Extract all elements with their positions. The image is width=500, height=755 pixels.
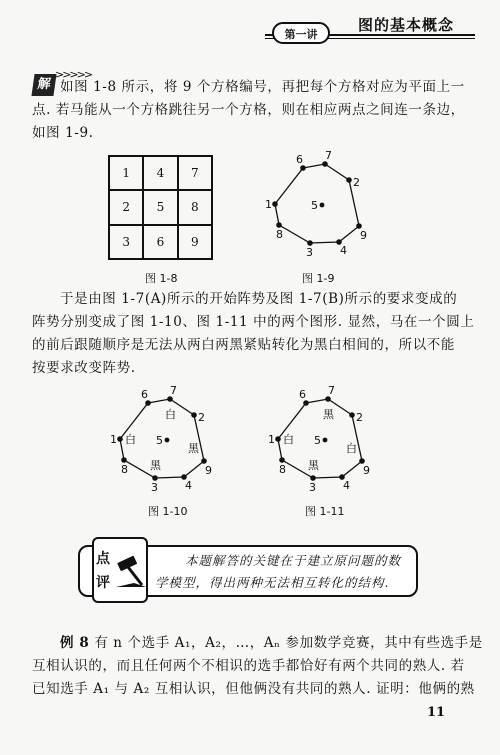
node-label: 4: [343, 479, 350, 492]
grid-cell: 7: [178, 156, 212, 190]
grid-cell: 1: [109, 156, 143, 190]
graph-node: [303, 400, 309, 406]
node-label: 9: [363, 464, 370, 477]
chapter-title: 图的基本概念: [358, 16, 455, 34]
piece-label-black: 黑: [308, 459, 319, 472]
grid-cell: 3: [109, 225, 143, 259]
node-label: 6: [141, 388, 148, 401]
commentary-text: 本题解答的关键在于建立原问题的数: [185, 553, 402, 568]
node-label: 1: [265, 198, 272, 211]
solution-badge: 解: [31, 74, 56, 96]
graph-node: [356, 223, 362, 229]
piece-label-black: 黑: [323, 408, 334, 421]
example-line: 互相认识的，而且任何两个不相识的选手都恰好有两个共同的熟人. 若: [32, 658, 465, 674]
node-label: 6: [299, 388, 306, 401]
node-label: 8: [276, 228, 283, 241]
grid-cell: 8: [178, 190, 212, 224]
node-label: 1: [268, 433, 275, 446]
graph-node: [145, 400, 151, 406]
figure-1-9-graph: [265, 150, 385, 260]
node-label: 4: [340, 244, 347, 257]
node-label: 8: [279, 463, 286, 476]
graph-node: [165, 438, 170, 443]
example-text: 有 n 个选手 A₁，A₂，…，Aₙ 参加数学竞赛，其中有些选手是: [94, 635, 483, 651]
node-label: 3: [306, 246, 313, 259]
graph-node: [307, 240, 313, 246]
graph-node: [201, 458, 207, 464]
graph-node: [167, 396, 173, 402]
paragraph-line: 按要求改变阵势.: [32, 360, 136, 376]
node-label: 7: [328, 384, 335, 397]
graph-node: [191, 412, 197, 418]
graph-node: [272, 201, 278, 207]
graph-node: [322, 161, 328, 167]
graph-node: [275, 436, 281, 442]
node-label: 5: [311, 199, 318, 212]
node-label: 2: [198, 411, 205, 424]
node-label: 4: [185, 479, 192, 492]
piece-label-white: 白: [346, 442, 357, 455]
piece-label-black: 黑: [150, 459, 161, 472]
node-label: 2: [356, 411, 363, 424]
paragraph-line: 如图 1-8 所示，将 9 个方格编号，再把每个方格对应为平面上一: [60, 79, 465, 95]
node-label: 7: [170, 384, 177, 397]
piece-label-white: 白: [283, 433, 294, 446]
grid-cell: 5: [143, 190, 177, 224]
graph-node: [323, 438, 328, 443]
piece-label-black: 黑: [188, 442, 199, 455]
graph-node: [279, 457, 285, 463]
lecture-badge: 第一讲: [272, 22, 330, 44]
node-label: 5: [156, 434, 163, 447]
figure-1-9-caption: 图 1-9: [302, 272, 335, 285]
node-label: 5: [314, 434, 321, 447]
example-label: 例 8: [60, 635, 90, 651]
commentary-text: 学模型，得出两种无法相互转化的结构.: [155, 575, 390, 590]
page-number: 11: [427, 705, 446, 720]
graph-node: [359, 458, 365, 464]
graph-node: [346, 177, 352, 183]
figure-1-10-caption: 图 1-10: [148, 505, 188, 518]
paragraph-line: 如图 1-9.: [32, 125, 94, 141]
paragraph-line: 点. 若马能从一个方格跳往另一个方格，则在相应两点之间连一条边，: [32, 102, 465, 118]
node-label: 6: [296, 153, 303, 166]
node-label: 9: [205, 464, 212, 477]
commentary-label-top: 点: [96, 551, 110, 567]
piece-label-white: 白: [165, 408, 176, 421]
node-label: 2: [353, 176, 360, 189]
graph-node: [349, 412, 355, 418]
grid-cell: 9: [178, 225, 212, 259]
paragraph-line: 的前后跟随顺序是无法从两白两黑紧贴转化为黑白相间的，所以不能: [32, 337, 455, 353]
piece-label-white: 白: [125, 433, 136, 446]
figure-1-8-grid: [108, 155, 213, 260]
example-line: [60, 632, 483, 654]
example-line: 已知选手 A₁ 与 A₂ 互相认识，但他俩没有共同的熟人. 证明：他俩的熟: [32, 681, 475, 697]
node-label: 9: [360, 229, 367, 242]
node-label: 8: [121, 463, 128, 476]
paragraph-line: 于是由图 1-7(A)所示的开始阵势及图 1-7(B)所示的要求变成的: [60, 291, 458, 307]
paragraph-line: 阵势分别变成了图 1-10、图 1-11 中的两个图形. 显然，马在一个圆上: [32, 314, 475, 330]
grid-cell: 6: [143, 225, 177, 259]
node-label: 7: [325, 149, 332, 162]
figure-1-11-graph: [268, 385, 388, 495]
graph-node: [325, 396, 331, 402]
arrow-decoration-icon: >>>>>: [55, 68, 92, 81]
graph-node: [300, 165, 306, 171]
gavel-icon: [114, 555, 148, 589]
commentary-label-bottom: 评: [96, 575, 110, 591]
graph-node: [117, 436, 123, 442]
node-label: 3: [309, 481, 316, 494]
graph-node: [276, 222, 282, 228]
figure-1-11-caption: 图 1-11: [305, 505, 345, 518]
figure-1-10-graph: [110, 385, 230, 495]
graph-node: [152, 475, 158, 481]
grid-cell: 2: [109, 190, 143, 224]
graph-node: [310, 475, 316, 481]
graph-node: [121, 457, 127, 463]
graph-node: [320, 203, 325, 208]
node-label: 3: [151, 481, 158, 494]
node-label: 1: [110, 433, 117, 446]
figure-1-8-caption: 图 1-8: [145, 272, 178, 285]
grid-cell: 4: [143, 156, 177, 190]
